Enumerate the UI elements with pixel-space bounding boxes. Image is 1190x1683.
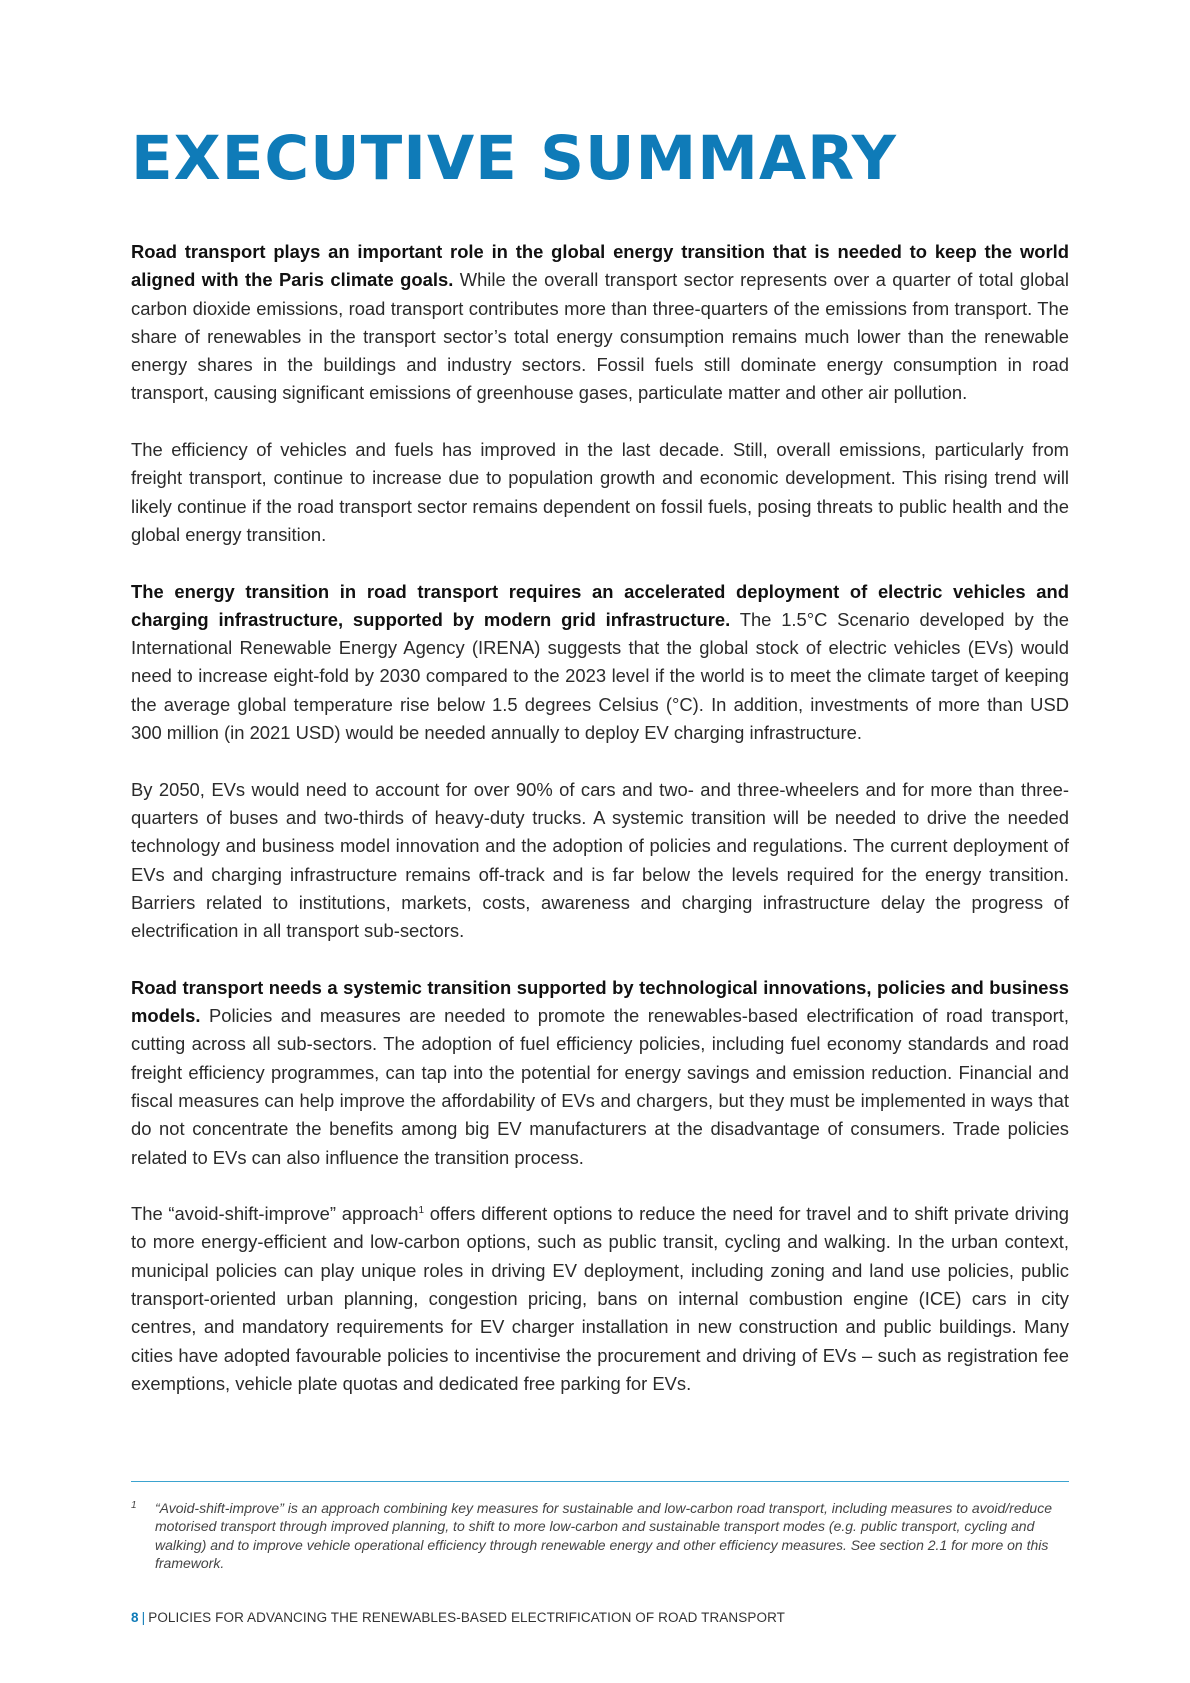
paragraph-text: By 2050, EVs would need to account for over 90% of cars and two- and three-wheelers and for more than three-quarters of buses and two-thirds of heavy-duty trucks. A systemic transition will be needed to drive the needed technology and business model innovation and the adoption of policies and regulations. The current deployment of EVs and charging infrastructure remains off-track and is far below the levels required for the energy transition. Barriers related to institutions, markets, costs, awareness and charging infrastructure delay the progress of electrification in all transport sub-sectors. — [131, 778, 1069, 942]
running-title: POLICIES FOR ADVANCING THE RENEWABLES-BASED ELECTRIFICATION OF ROAD TRANSPORT — [148, 1610, 786, 1625]
footnote — [131, 1499, 1069, 1572]
page-title: EXECUTIVE SUMMARY — [131, 123, 897, 194]
paragraph-lead: Road transport plays an important role in the global energy transition that is needed to keep the world aligned with the Paris climate goals. — [131, 241, 1069, 291]
paragraph — [131, 436, 1069, 549]
paragraph — [131, 1200, 1069, 1398]
paragraph-text: The 1.5°C Scenario developed by the International Renewable Energy Agency (IRENA) suggests that the global stock of electric vehicles (EVs) would need to increase eight-fold by 2030 compared to the 2023 level if the world is to meet the climate target of keeping the average global temperature rise below 1.5 degrees Celsius (°C). In addition, investments of more than USD 300 million (in 2021 USD) would be needed annually to deploy EV charging infrastructure. — [131, 608, 1069, 744]
footer-separator: | — [141, 1610, 146, 1625]
paragraph-text: Policies and measures are needed to promote the renewables-based electrification of road transport, cutting across all sub-sectors. The adoption of fuel efficiency policies, including fuel economy standards and road freight efficiency programmes, can tap into the potential for energy savings and emission reduction. Financial and fiscal measures can help improve the affordability of EVs and chargers, but they must be implemented in ways that do not concentrate the benefits among big EV manufacturers at the disadvantage of consumers. Trade policies related to EVs can also influence the transition process. — [131, 1005, 1069, 1168]
body-text — [131, 238, 1069, 1398]
paragraph — [131, 238, 1069, 408]
footnote-text: “Avoid-shift-improve” is an approach combining key measures for sustainable and low-carbon road transport, including measures to avoid/reduce motorised transport through improved planning, to shift to more low-carbon and sustainable transport modes (e.g. public transport, cycling and walking) and to improve vehicle operational efficiency through renewable energy and other efficiency measures. See section 2.1 for more on this framework. — [155, 1500, 1052, 1571]
paragraph-lead: The energy transition in road transport requires an accelerated deployment of electric vehicles and charging infrastructure, supported by modern grid infrastructure. — [131, 580, 1069, 630]
paragraph-text: The efficiency of vehicles and fuels has improved in the last decade. Still, overall emissions, particularly from freight transport, continue to increase due to population growth and economic development. This rising trend will likely continue if the road transport sector remains dependent on fossil fuels, posing threats to public health and the global energy transition. — [131, 439, 1069, 545]
paragraph — [131, 974, 1069, 1172]
footnote-reference[interactable]: 1 — [418, 1204, 425, 1216]
paragraph — [131, 776, 1069, 946]
paragraph-text: The “avoid-shift-improve” approach — [131, 1203, 419, 1225]
paragraph — [131, 578, 1069, 748]
paragraph-text: offers different options to reduce the need for travel and to shift private driving to more energy-efficient and low-carbon options, such as public transit, cycling and walking. In the urban context, municipal policies can play unique roles in driving EV deployment, including zoning and land use policies, public transport-oriented urban planning, congestion pricing, bans on internal combustion engine (ICE) cars in city centres, and mandatory requirements for EV charger installation in new construction and public buildings. Many cities have adopted favourable policies to incentivise the procurement and driving of EVs – such as registration fee exemptions, vehicle plate quotas and dedicated free parking for EVs. — [131, 1203, 1069, 1394]
page-number: 8 — [131, 1610, 139, 1625]
footnote-mark: 1 — [131, 1500, 137, 1511]
paragraph-lead: Road transport needs a systemic transition supported by technological innovations, policies and business models. — [131, 976, 1069, 1027]
footnote-divider — [131, 1481, 1069, 1482]
page-footer — [131, 1609, 785, 1627]
paragraph-text: While the overall transport sector represents over a quarter of total global carbon dioxide emissions, road transport contributes more than three-quarters of the emissions from transport. The share of renewables in the transport sector’s total energy consumption remains much lower than the renewable energy shares in the buildings and industry sectors. Fossil fuels still dominate energy consumption in road transport, causing significant emissions of greenhouse gases, particulate matter and other air pollution. — [131, 269, 1069, 404]
